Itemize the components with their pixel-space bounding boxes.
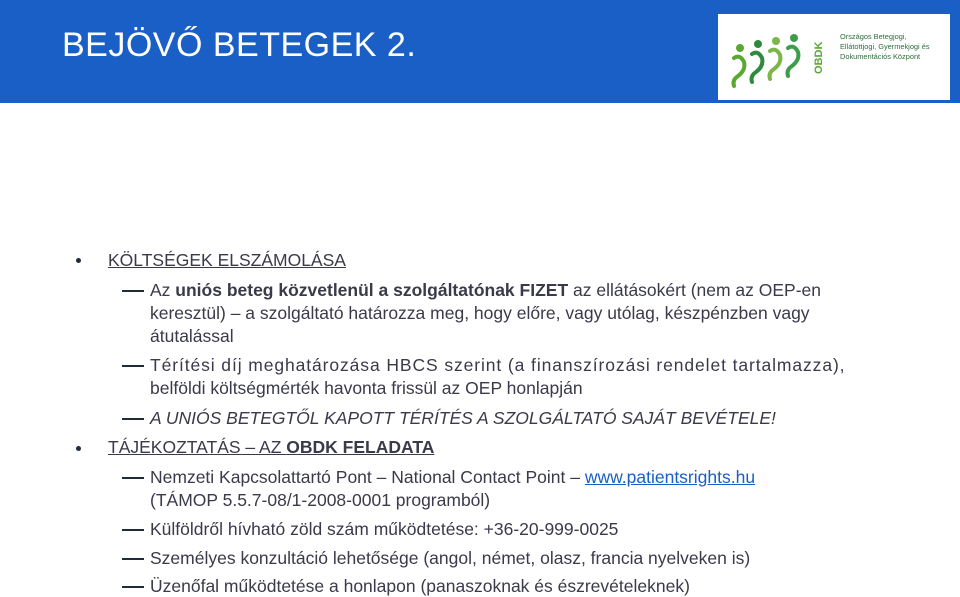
item-message-board: Üzenőfal működtetése a honlapon (panaszoknak és észrevételeknek) bbox=[150, 576, 690, 596]
dash-marker bbox=[122, 477, 144, 479]
patientsrights-link[interactable]: www.patientsrights.hu bbox=[584, 467, 756, 487]
bullet-dot bbox=[76, 446, 81, 451]
item-fee-line1: Térítési díj meghatározása HBCS szerint (a finanszírozási rendelet tartalmazza), bbox=[150, 355, 846, 375]
item-consultation: Személyes konzultáció lehetősége (angol, német, olasz, francia nyelveken is) bbox=[150, 548, 751, 568]
logo-line: Országos Betegjogi, bbox=[840, 32, 907, 41]
item-contact-point-line2: (TÁMOP 5.5.7-08/1-2008-0001 programból) bbox=[150, 490, 491, 510]
obdk-logo-icon bbox=[718, 14, 838, 100]
dash-marker bbox=[122, 586, 144, 588]
item-fee-line2: belföldi költségmérték havonta frissül az OEP honlapján bbox=[150, 378, 583, 398]
item-payment-line2: keresztül) – a szolgáltató határozza meg, hogy előre, vagy utólag, készpénzben vagy bbox=[150, 303, 810, 323]
logo-line: Dokumentációs Központ bbox=[840, 52, 921, 61]
dash-marker bbox=[122, 290, 144, 292]
item-payment-line1: Az uniós beteg közvetlenül a szolgáltatónak FIZET az ellátásokért (nem az OEP-en bbox=[150, 280, 822, 300]
dash-marker bbox=[122, 365, 144, 367]
bullet-dot bbox=[76, 258, 81, 263]
slide-title: BEJÖVŐ BETEGEK 2. bbox=[62, 26, 417, 64]
item-payment-line3: átutalással bbox=[150, 326, 234, 346]
dash-marker bbox=[122, 558, 144, 560]
dash-marker bbox=[122, 418, 144, 420]
item-green-number: Külföldről hívható zöld szám működtetése: +36-20-999-0025 bbox=[150, 519, 619, 539]
item-revenue-note: A UNIÓS BETEGTŐL KAPOTT TÉRÍTÉS A SZOLGÁLTATÓ SAJÁT BEVÉTELE! bbox=[150, 408, 776, 428]
logo-caption bbox=[840, 32, 930, 62]
section-heading-info: TÁJÉKOZTATÁS – AZ OBDK FELADATA bbox=[108, 437, 435, 457]
dash-marker bbox=[122, 529, 144, 531]
emphasis-text: uniós beteg közvetlenül a szolgáltatónak FIZET bbox=[175, 280, 569, 300]
item-contact-point-line1: Nemzeti Kapcsolattartó Pont – National Contact Point – www.patientsrights.hu bbox=[150, 467, 756, 487]
logo-mark-text: OBDK bbox=[813, 41, 825, 74]
section-heading-costs: KÖLTSÉGEK ELSZÁMOLÁSA bbox=[108, 250, 346, 270]
obdk-logo bbox=[718, 14, 950, 100]
logo-line: Ellátottjogi, Gyermekjogi és bbox=[840, 42, 930, 51]
